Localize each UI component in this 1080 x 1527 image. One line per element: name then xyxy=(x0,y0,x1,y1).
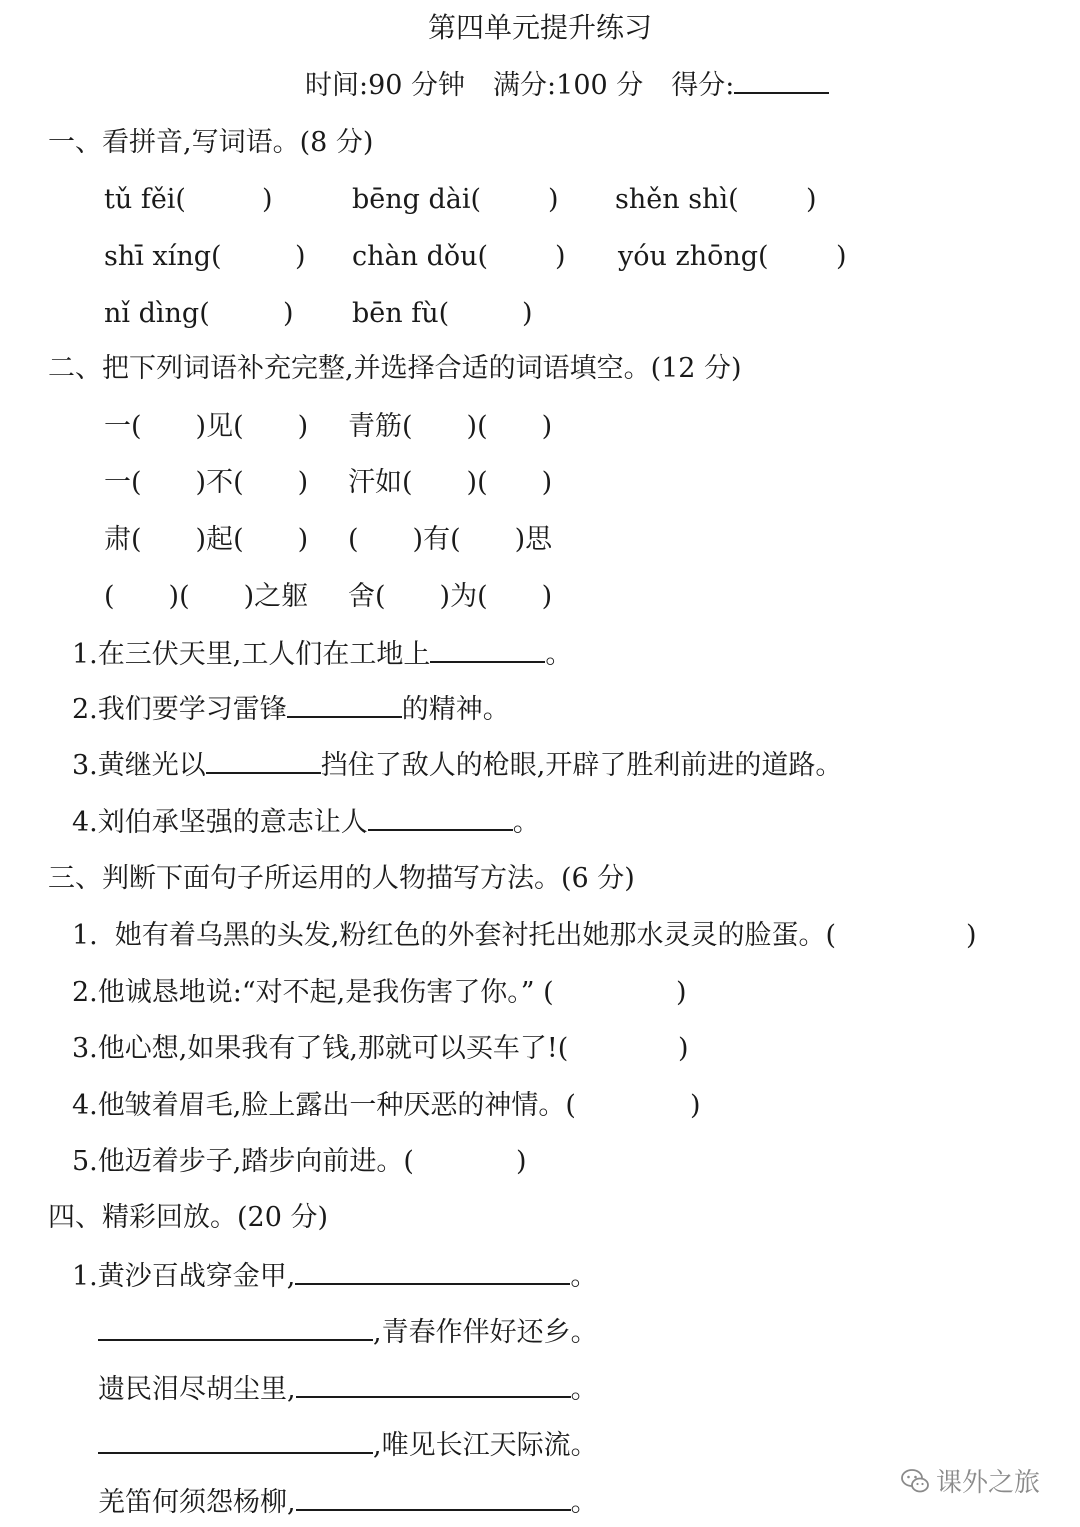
pinyin-item: tǔ fěi( xyxy=(104,184,186,215)
answer-blank[interactable] xyxy=(296,1485,571,1511)
idiom-item: 肃( )起( ) xyxy=(104,524,309,555)
answer-blank[interactable] xyxy=(98,1315,373,1341)
pinyin-item: chàn dǒu( xyxy=(352,241,489,272)
pinyin-close: ) xyxy=(806,184,817,215)
section-3-heading: 三、判断下面句子所运用的人物描写方法。(6 分) xyxy=(48,863,635,894)
idiom-item: 汗如( )( ) xyxy=(348,467,553,498)
judge-close: ) xyxy=(516,1146,527,1177)
pinyin-close: ) xyxy=(283,298,294,329)
section-2-heading: 二、把下列词语补充完整,并选择合适的词语填空。(12 分) xyxy=(48,353,742,384)
pinyin-item: nǐ dìng( xyxy=(104,298,210,329)
idiom-item: ( )有( )思 xyxy=(348,524,553,555)
pinyin-close: ) xyxy=(522,298,533,329)
pinyin-item: shī xíng( xyxy=(104,241,222,272)
pinyin-close: ) xyxy=(836,241,847,272)
pinyin-item: bēn fù( xyxy=(352,298,450,329)
judge-close: ) xyxy=(690,1090,701,1121)
pinyin-close: ) xyxy=(555,241,566,272)
judge-question-5: 5.他迈着步子,踏步向前进。( xyxy=(72,1146,414,1177)
idiom-item: 一( )见( ) xyxy=(104,411,309,442)
pinyin-item: yóu zhōng( xyxy=(618,241,769,272)
section-1-heading: 一、看拼音,写词语。(8 分) xyxy=(48,127,374,158)
poem-line-3: 遗民泪尽胡尘里, 。 xyxy=(98,1374,598,1405)
watermark-text: 课外之旅 xyxy=(936,1468,1041,1498)
fill-question-2: 2.我们要学习雷锋 的精神。 xyxy=(72,694,510,725)
fill-question-4: 4.刘伯承坚强的意志让人 。 xyxy=(72,807,540,838)
wechat-icon xyxy=(900,1468,930,1494)
answer-blank[interactable] xyxy=(98,1428,373,1454)
section-4-heading: 四、精彩回放。(20 分) xyxy=(48,1202,329,1233)
idiom-item: 舍( )为( ) xyxy=(348,581,553,612)
idiom-item: 一( )不( ) xyxy=(104,467,309,498)
idiom-item: ( )( )之躯 xyxy=(104,581,309,612)
full-score: 满分:100 分 xyxy=(493,70,644,101)
score-label: 得分: xyxy=(671,70,735,101)
judge-question-1: 1. 她有着乌黑的头发,粉红色的外套衬托出她那水灵灵的脸蛋。( xyxy=(72,920,837,951)
pinyin-close: ) xyxy=(548,184,559,215)
page-title: 第四单元提升练习 xyxy=(427,11,652,44)
time-limit: 时间:90 分钟 xyxy=(305,70,466,101)
answer-blank[interactable] xyxy=(295,1259,570,1285)
score-blank[interactable] xyxy=(734,68,829,94)
poem-line-2: ,青春作伴好还乡。 xyxy=(98,1315,598,1350)
pinyin-close: ) xyxy=(295,241,306,272)
judge-close: ) xyxy=(678,1033,689,1064)
pinyin-item: bēng dài( xyxy=(352,184,482,215)
answer-blank[interactable] xyxy=(296,1372,571,1398)
fill-question-1: 1.在三伏天里,工人们在工地上 。 xyxy=(72,639,573,670)
idiom-item: 青筋( )( ) xyxy=(348,411,553,442)
poem-line-4: ,唯见长江天际流。 xyxy=(98,1428,598,1463)
judge-close: ) xyxy=(966,920,977,951)
answer-blank[interactable] xyxy=(206,748,321,774)
judge-question-4: 4.他皱着眉毛,脸上露出一种厌恶的神情。( xyxy=(72,1090,576,1121)
judge-close: ) xyxy=(676,977,687,1008)
judge-question-3: 3.他心想,如果我有了钱,那就可以买车了!( xyxy=(72,1033,569,1064)
fill-question-3: 3.黄继光以 挡住了敌人的枪眼,开辟了胜利前进的道路。 xyxy=(72,750,843,781)
poem-line-5: 羌笛何须怨杨柳, 。 xyxy=(98,1487,598,1518)
watermark xyxy=(900,1462,1040,1499)
exam-meta xyxy=(305,68,857,103)
judge-question-2: 2.他诚恳地说:“对不起,是我伤害了你。” ( xyxy=(72,977,554,1008)
poem-line-1: 1.黄沙百战穿金甲, 。 xyxy=(72,1261,598,1292)
pinyin-item: shěn shì( xyxy=(615,184,739,215)
answer-blank[interactable] xyxy=(368,805,513,831)
pinyin-close: ) xyxy=(262,184,273,215)
answer-blank[interactable] xyxy=(287,692,402,718)
answer-blank[interactable] xyxy=(430,637,545,663)
